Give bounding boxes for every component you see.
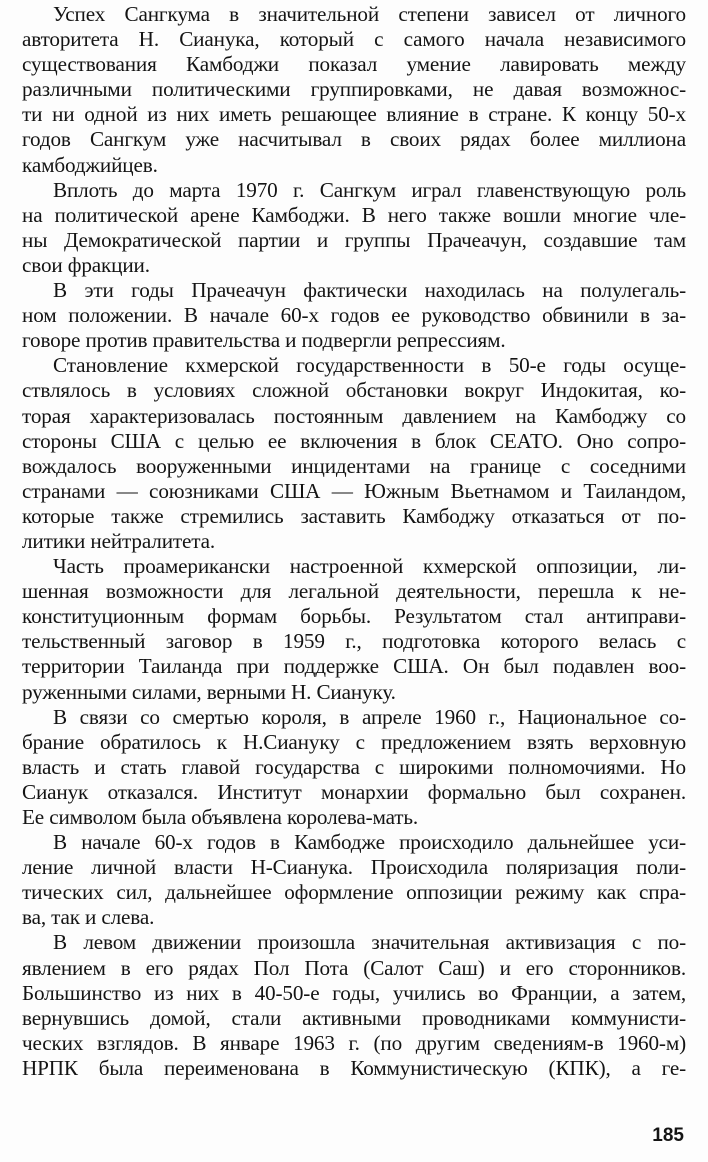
text-line: ление личной власти Н-Сианука. Происходила поляризация поли- [22,855,686,880]
text-line: различными политическими группировками, не давая возможнос- [22,77,686,102]
text-line: НРПК была переименована в Коммунистическую (КПК), а ге- [22,1055,686,1080]
page-number: 185 [652,1125,684,1146]
text-line: В левом движении произошла значительная активизация с по- [53,930,686,955]
text-line: вернувшись домой, стали активными проводниками коммунисти- [22,1005,686,1030]
text-line: Большинство из них в 40-50-е годы, учились во Франции, а затем, [22,980,686,1005]
text-line: Сианук отказался. Институт монархии формально был сохранен. [22,779,686,804]
text-line: В начале 60-х годов в Камбодже происходило дальнейшее уси- [53,830,686,855]
text-line: В эти годы Прачеачун фактически находилась на полулегаль- [53,278,686,303]
text-line: ти ни одной из них иметь решающее влияние в стране. К концу 50-х [22,102,686,127]
text-line: тельственный заговор в 1959 г., подготовка которого велась с [22,629,686,654]
text-line: странами — союзниками США — Южным Вьетнамом и Таиландом, [22,478,686,503]
text-line: на политической арене Камбоджи. В него также вошли многие чле- [22,202,686,227]
text-line: говоре против правительства и подвергли репрессиям. [22,328,506,353]
text-line: Становление кхмерской государственности в 50-е годы осуще- [53,353,686,378]
text-line: власть и стать главой государства с широкими полномочиями. Но [22,754,686,779]
paragraph [22,705,686,830]
paragraph [22,278,686,353]
paragraph [22,2,686,178]
text-line: вождалось вооруженными инцидентами на границе с соседними [22,453,686,478]
text-line: ном положении. В начале 60-х годов ее руководство обвинили в за- [22,303,686,328]
text-line: явлением в его рядах Пол Пота (Салот Саш) и его сторонников. [22,955,686,980]
text-line: ва, так и слева. [22,905,155,930]
text-line: авторитета Н. Сианука, который с самого начала независимого [22,27,686,52]
text-line: брание обратилось к Н.Сиануку с предложением взять верховную [22,729,686,754]
text-line: свои фракции. [22,252,150,277]
text-line: камбоджийцев. [22,152,158,177]
paragraph [22,178,686,278]
body-text [22,2,686,1081]
text-line: тических сил, дальнейшее оформление оппозиции режиму как спра- [22,880,686,905]
text-line: шенная возможности для легальной деятельности, перешла к не- [22,579,686,604]
text-line: Часть проамерикански настроенной кхмерской оппозиции, ли- [53,554,686,579]
text-line: ны Демократической партии и группы Прачеачун, создавшие там [22,227,686,252]
text-line: Ее символом была объявлена королева-мать. [22,805,419,829]
text-line: ческих взглядов. В январе 1963 г. (по другим сведениям-в 1960-м) [22,1030,686,1055]
paragraph [22,830,686,930]
text-line: территории Таиланда при поддержке США. Он был подавлен воо- [22,654,686,679]
text-line: стороны США с целью ее включения в блок СЕАТО. Оно сопро- [22,428,686,453]
text-line: руженными силами, верными Н. Сиануку. [22,679,396,704]
text-line: ствлялось в условиях сложной обстановки вокруг Индокитая, ко- [22,378,686,403]
text-line: В связи со смертью короля, в апреле 1960 г., Национальное со- [53,704,686,729]
text-line: конституционным формам борьбы. Результатом стал антиправи- [22,604,686,629]
text-line: существования Камбоджи показал умение лавировать между [22,52,686,77]
text-line: Успех Сангкума в значительной степени зависел от личного [53,2,686,26]
paragraph [22,554,686,705]
paragraph [22,353,686,554]
text-line: Вплоть до марта 1970 г. Сангкум играл главенствующую роль [53,177,686,202]
text-line: годов Сангкум уже насчитывал в своих рядах более миллиона [22,127,686,152]
text-line: которые также стремились заставить Камбоджу отказаться от по- [22,503,686,528]
paragraph [22,930,686,1081]
text-line: литики нейтралитета. [22,528,216,553]
text-line: торая характеризовалась постоянным давлением на Камбоджу со [22,403,686,428]
